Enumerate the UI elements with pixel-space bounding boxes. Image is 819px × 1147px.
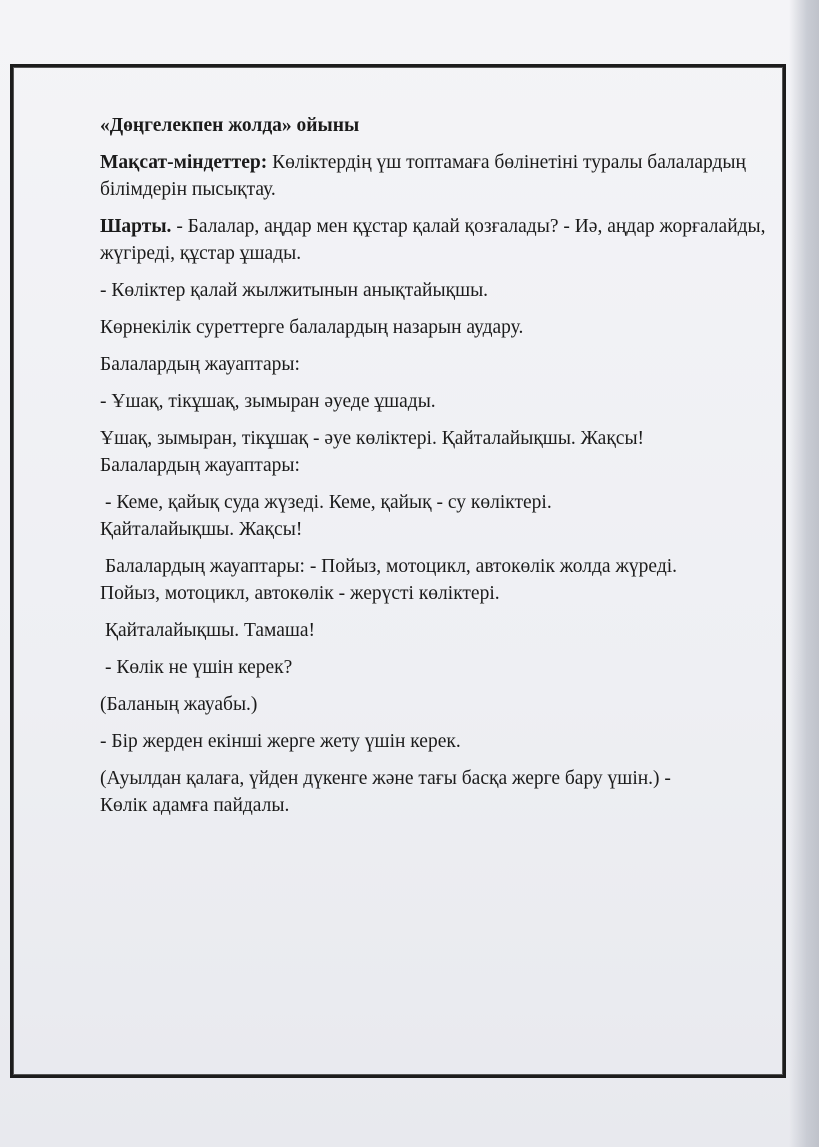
text-line: - Бір жерден екінші жерге жету үшін керек. <box>100 731 461 752</box>
text-line: - Кеме, қайық суда жүзеді. Кеме, қайық - су көліктері. <box>105 492 552 513</box>
goal-text: Көліктердің үш топтамаға бөлінетіні туралы балалардың білімдерін пысықтау. <box>100 152 746 200</box>
text-line: Көлік адамға пайдалы. <box>100 795 290 816</box>
photo-background-edge <box>789 0 819 1147</box>
condition-text: - Балалар, аңдар мен құстар қалай қозғалады? - Иә, аңдар жорғалайды, жүгіреді, құстар ұшады. <box>100 216 766 264</box>
text-line: - Көлік не үшін керек? <box>105 657 293 678</box>
text-line: Балалардың жауаптары: - Пойыз, мотоцикл, автокөлік жолда жүреді. <box>105 556 678 577</box>
text-line: (Ауылдан қалаға, үйден дүкенге және тағы басқа жерге бару үшін.) - <box>100 768 671 789</box>
goal-paragraph <box>100 149 770 203</box>
text-line: - Ұшақ, тікұшақ, зымыран әуеде ұшады. <box>100 391 436 412</box>
text-line: Балалардың жауаптары: <box>100 455 300 476</box>
text-line: Көрнекілік суреттерге балалардың назарын аудару. <box>100 317 524 338</box>
condition-paragraph <box>100 213 770 267</box>
condition-label: Шарты. <box>100 216 172 237</box>
text-line: Қайталайықшы. Жақсы! <box>100 519 303 540</box>
text-line: (Баланың жауабы.) <box>100 694 258 715</box>
goal-label: Мақсат-міндеттер: <box>100 152 268 173</box>
text-line: - Көліктер қалай жылжитынын анықтайықшы. <box>100 280 489 301</box>
document-body <box>100 112 770 819</box>
text-line: Пойыз, мотоцикл, автокөлік - жерүсті көліктері. <box>100 583 500 604</box>
text-line: Ұшақ, зымыран, тікұшақ - әуе көліктері. Қайталайықшы. Жақсы! <box>100 428 645 449</box>
game-title: «Дөңгелекпен жолда» ойыны <box>100 115 360 136</box>
text-line: Қайталайықшы. Тамаша! <box>105 620 316 641</box>
text-line: Балалардың жауаптары: <box>100 354 300 375</box>
